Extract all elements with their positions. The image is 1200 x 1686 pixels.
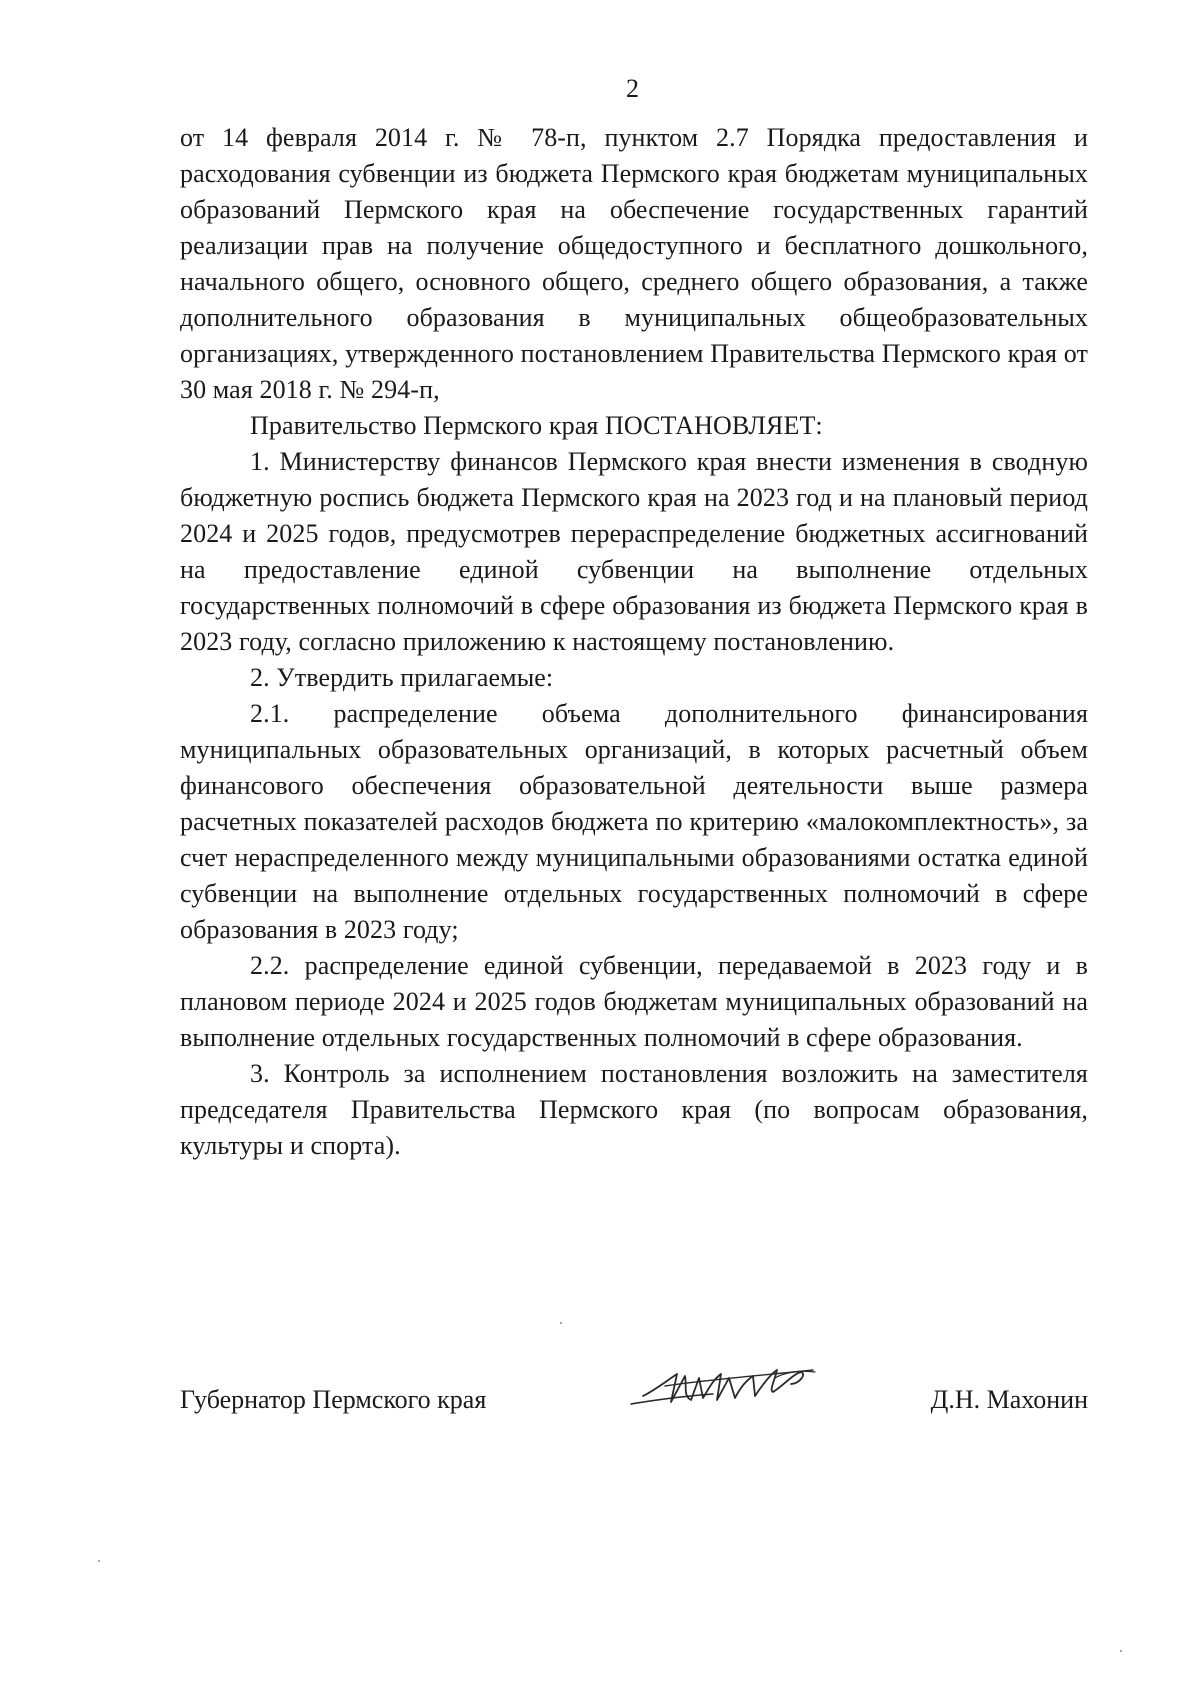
scan-speck xyxy=(560,1322,562,1324)
scan-speck xyxy=(98,1560,100,1562)
signature-block xyxy=(180,1370,1088,1430)
paragraph-item-3: 3. Контроль за исполнением постановления возложить на заместителя председателя Правительства Пермского края (по вопросам образования, культуры и спорта). xyxy=(180,1059,1088,1160)
paragraph-item-2-1: 2.1. распределение объема дополнительного финансирования муниципальных образовательных организаций, в которых расчетный объем финансового обеспечения образовательной деятельности выше размера расчетных показателей расходов бюджета по критерию «малокомплектность», за счет нераспределенного между муниципальными образованиями остатка единой субвенции на выполнение отдельных государственных полномочий в сфере образования в 2023 году; xyxy=(180,699,1088,944)
signatory-position: Губернатор Пермского края xyxy=(180,1385,487,1414)
document-body xyxy=(180,120,1088,1164)
page-number: 2 xyxy=(626,74,639,103)
signatory-name: Д.Н. Махонин xyxy=(930,1385,1088,1414)
paragraph-item-2-2: 2.2. распределение единой субвенции, передаваемой в 2023 году и в плановом периоде 2024 и 2025 годов бюджетам муниципальных образований на выполнение отдельных государственных полномочий в сфере образования. xyxy=(180,951,1088,1052)
scan-speck xyxy=(1120,1650,1122,1652)
handwritten-signature xyxy=(625,1360,825,1420)
paragraph-preamble: от 14 февраля 2014 г. № 78-п, пунктом 2.7 Порядка предоставления и расходования субвенции из бюджета Пермского края бюджетам муниципальных образований Пермского края на обеспечение государственных гарантий реализации прав на получение общедоступного и бесплатного дошкольного, начального общего, основного общего, среднего общего образования, а также дополнительного образования в муниципальных общеобразовательных организациях, утвержденного постановлением Правительства Пермского края от 30 мая 2018 г. № 294-п, xyxy=(180,123,1088,404)
paragraph-resolution: Правительство Пермского края ПОСТАНОВЛЯЕТ: xyxy=(250,411,823,440)
paragraph-item-2: 2. Утвердить прилагаемые: xyxy=(250,663,554,692)
paragraph-item-1: 1. Министерству финансов Пермского края внести изменения в сводную бюджетную роспись бюджета Пермского края на 2023 год и на плановый период 2024 и 2025 годов, предусмотрев перераспределение бюджетных ассигнований на предоставление единой субвенции на выполнение отдельных государственных полномочий в сфере образования из бюджета Пермского края в 2023 году, согласно приложению к настоящему постановлению. xyxy=(180,447,1088,656)
